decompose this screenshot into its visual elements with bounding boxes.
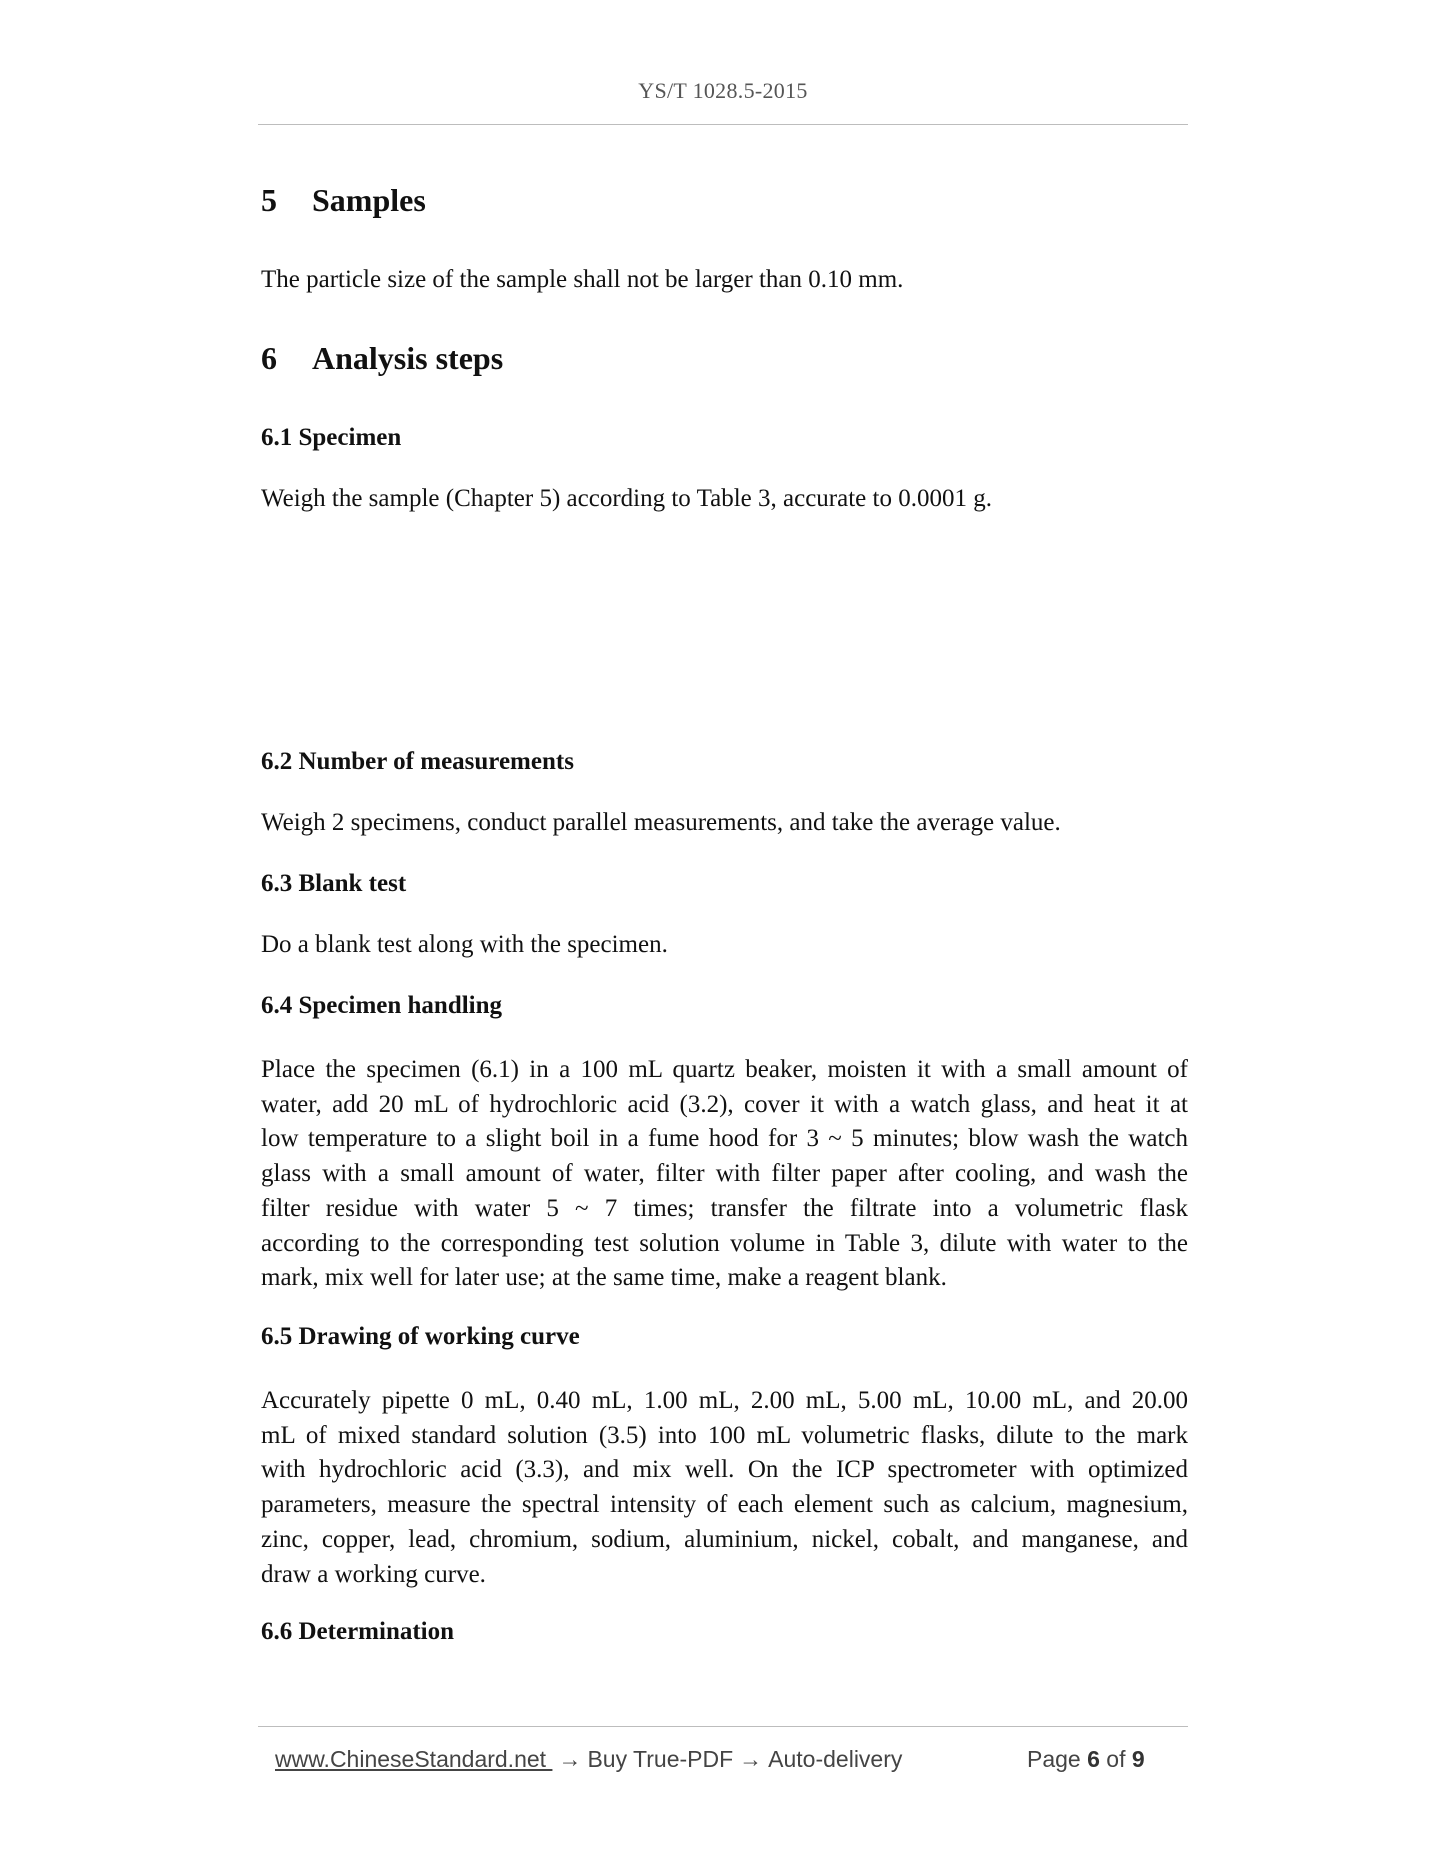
header-divider [258,124,1188,125]
section-6-5-paragraph [261,1384,1188,1592]
current-page: 6 [1087,1746,1100,1772]
right-arrow-icon: → [739,1746,763,1772]
section-6-4-paragraph [261,1053,1188,1296]
chinesestandard-link[interactable]: www.ChineseStandard.net [275,1746,553,1772]
total-pages: 9 [1131,1746,1145,1772]
section-6-number: 6 [261,340,277,376]
page-number [1027,1746,1145,1773]
paragraph-line: low temperature to a slight boil in a fume hood for 3 ~ 5 minutes; blow wash the watch [261,1125,1188,1153]
paragraph-line: zinc, copper, lead, chromium, sodium, aluminium, nickel, cobalt, and manganese, and [261,1525,1188,1553]
section-5-text: The particle size of the sample shall not be larger than 0.10 mm. [261,266,904,293]
paragraph-line: glass with a small amount of water, filter with filter paper after cooling, and wash the [261,1160,1188,1188]
section-6-2-heading: 6.2 Number of measurements [261,748,574,775]
footer-divider [258,1726,1188,1727]
paragraph-line: draw a working curve. [261,1560,486,1588]
auto-delivery-text: Auto-delivery [768,1746,903,1772]
section-6-3-text: Do a blank test along with the specimen. [261,931,668,958]
section-6-3-heading: 6.3 Blank test [261,870,407,897]
paragraph-line: mL of mixed standard solution (3.5) into 100 mL volumetric flasks, dilute to the mark [261,1421,1188,1449]
section-6-title: Analysis steps [312,340,504,376]
section-6-2-text: Weigh 2 specimens, conduct parallel measurements, and take the average value. [261,809,1061,836]
section-6-1-text: Weigh the sample (Chapter 5) according to Table 3, accurate to 0.0001 g. [261,485,992,512]
section-5-heading [261,182,426,219]
page-of-label: of [1106,1746,1126,1772]
paragraph-line: filter residue with water 5 ~ 7 times; transfer the filtrate into a volumetric flask [261,1194,1188,1222]
section-6-4-heading: 6.4 Specimen handling [261,992,503,1019]
paragraph-line: Place the specimen (6.1) in a 100 mL quartz beaker, moisten it with a small amount of [261,1056,1188,1083]
section-6-5-heading: 6.5 Drawing of working curve [261,1323,580,1350]
paragraph-line: mark, mix well for later use; at the same time, make a reagent blank. [261,1264,947,1292]
right-arrow-icon: → [558,1746,582,1772]
section-6-6-heading: 6.6 Determination [261,1618,455,1645]
paragraph-line: with hydrochloric acid (3.3), and mix well. On the ICP spectrometer with optimized [261,1456,1188,1484]
paragraph-line: according to the corresponding test solution volume in Table 3, dilute with water to the [261,1229,1188,1257]
page-label: Page [1027,1746,1081,1772]
document-id-header: YS/T 1028.5-2015 [638,78,808,103]
paragraph-line: water, add 20 mL of hydrochloric acid (3.2), cover it with a watch glass, and heat it at [261,1090,1188,1118]
section-6-heading [261,340,503,377]
page-footer [275,1746,1175,1773]
paragraph-line: Accurately pipette 0 mL, 0.40 mL, 1.00 mL, 2.00 mL, 5.00 mL, 10.00 mL, and 20.00 [261,1387,1188,1414]
section-5-number: 5 [261,182,277,218]
section-5-title: Samples [312,182,426,218]
section-6-1-heading: 6.1 Specimen [261,424,402,451]
buy-true-pdf-text: Buy True-PDF [587,1746,734,1772]
paragraph-line: parameters, measure the spectral intensity of each element such as calcium, magnesium, [261,1491,1188,1519]
